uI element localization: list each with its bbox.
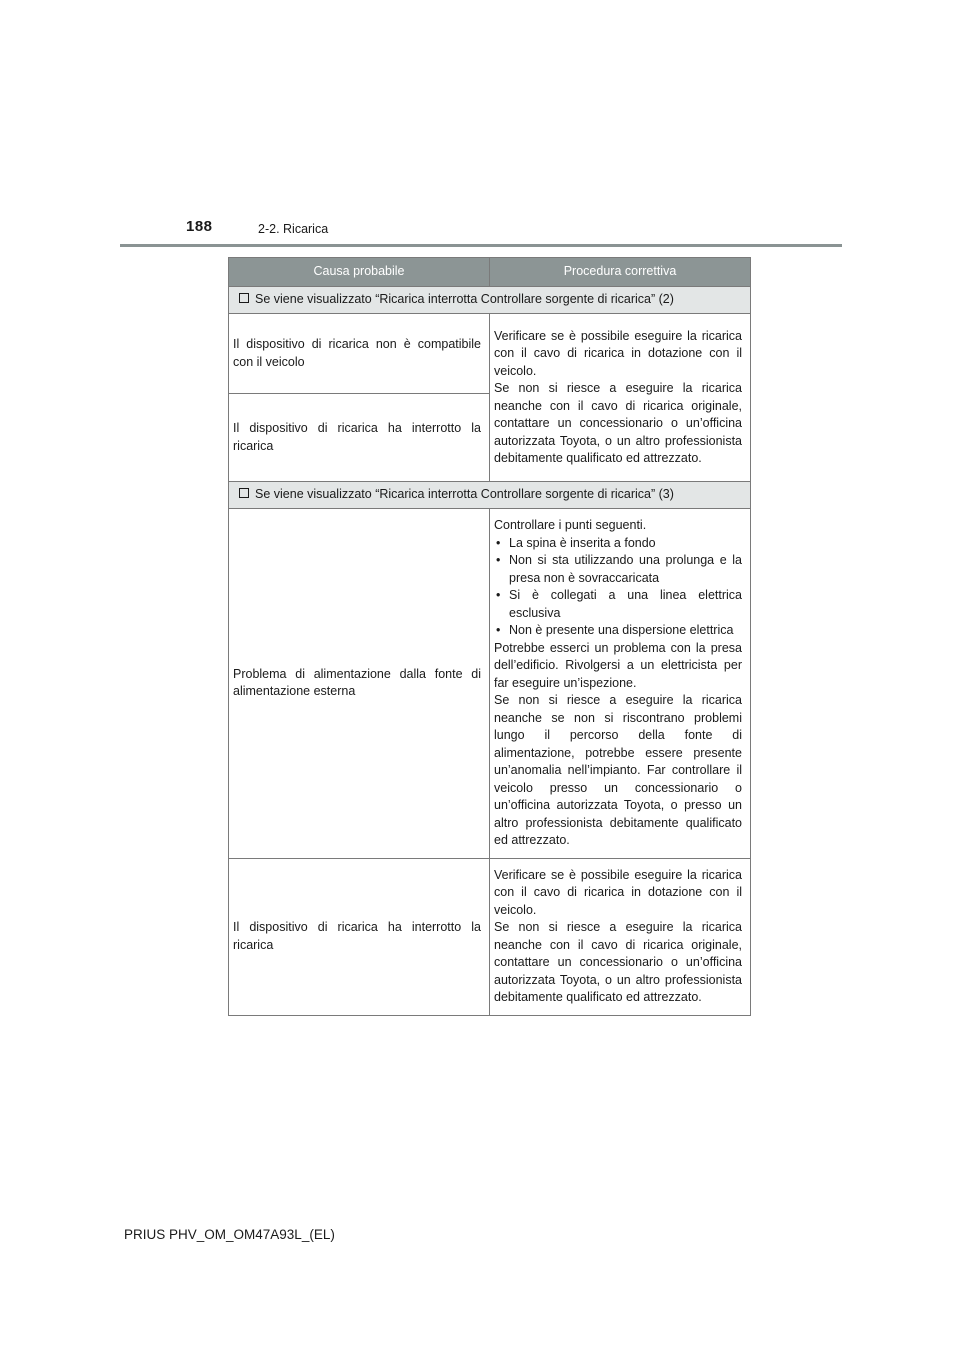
column-header-cause: Causa probabile [229,258,490,287]
group-title [229,287,751,314]
procedure-text: Se non si riesce a eseguire la ricarica neanche con il cavo di ricarica originale, contattare un concessionario o un’officina autorizzata Toyota, o un altro professionista debitamente qualificato ed attrezzato. [494,920,742,1004]
list-item: • Non si sta utilizzando una prolunga e la presa non è sovraccaricata [494,552,742,587]
procedure-text: Se non si riesce a eseguire la ricarica neanche con il cavo di ricarica originale, contattare un concessionario o un’officina autorizzata Toyota, o un altro professionista debitamente qualificato ed attrezzato. [494,381,742,465]
procedure-intro: Controllare i punti seguenti. [494,518,647,532]
page-number: 188 [186,218,213,235]
cause-cell: Il dispositivo di ricarica non è compatibile con il veicolo [229,314,490,394]
procedure-text: Se non si riesce a eseguire la ricarica neanche se non si riscontrano problemi lungo il percorso della fonte di alimentazione, potrebbe essere presente un’anomalia nell’impianto. Far controllare il veicolo presso un concessionario o un’officina autorizzata Toyota, o presso un altro professionista debitamente qualificato ed attrezzato. [494,693,742,847]
group-title-text: Se viene visualizzato “Ricarica interrotta Controllare sorgente di ricarica” (3) [255,487,674,502]
header-rule [120,244,842,247]
procedure-text: Potrebbe esserci un problema con la presa dell’edificio. Rivolgersi a un elettricista per far eseguire un’ispezione. [494,640,742,690]
troubleshooting-table [228,257,751,1016]
procedure-text: Verificare se è possibile eseguire la ricarica con il cavo di ricarica in dotazione con il veicolo. [494,867,742,917]
manual-code-footer: PRIUS PHV_OM_OM47A93L_(EL) [124,1227,335,1242]
cause-cell: Problema di alimentazione dalla fonte di alimentazione esterna [229,509,490,859]
group-title [229,482,751,509]
column-header-procedure: Procedura correttiva [490,258,751,287]
cause-cell: Il dispositivo di ricarica ha interrotto la ricarica [229,858,490,1015]
section-title: 2-2. Ricarica [258,222,329,236]
check-list [494,535,742,640]
group-header-row [229,287,751,314]
procedure-cell [490,314,751,482]
list-item: • Si è collegati a una linea elettrica esclusiva [494,587,742,622]
table-row [229,509,751,859]
group-header-row [229,482,751,509]
checkbox-square-icon [239,293,249,303]
group-title-text: Se viene visualizzato “Ricarica interrotta Controllare sorgente di ricarica” (2) [255,292,674,307]
list-item: • Non è presente una dispersione elettrica [494,622,742,640]
procedure-cell [490,858,751,1015]
table-row [229,858,751,1015]
checkbox-square-icon [239,488,249,498]
table-header-row [229,258,751,287]
list-item: • La spina è inserita a fondo [494,535,742,553]
cause-cell: Il dispositivo di ricarica ha interrotto la ricarica [229,394,490,482]
procedure-cell [490,509,751,859]
table-row [229,314,751,394]
procedure-text: Verificare se è possibile eseguire la ricarica con il cavo di ricarica in dotazione con il veicolo. [494,328,742,378]
